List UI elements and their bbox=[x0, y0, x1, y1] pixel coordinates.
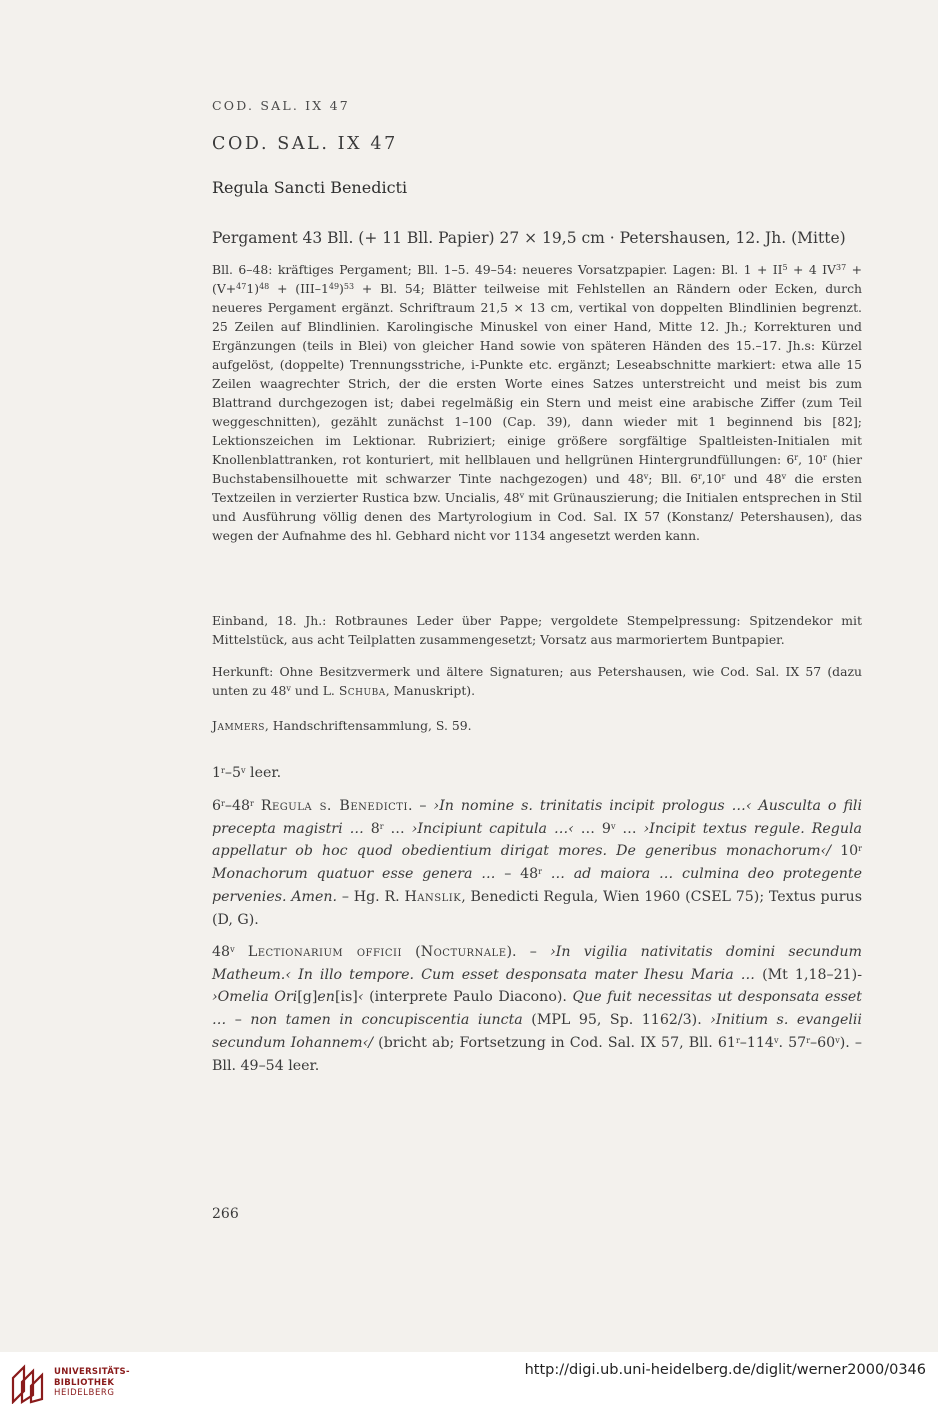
text-segment: … bbox=[615, 820, 644, 837]
text-segment: r bbox=[735, 1035, 740, 1045]
text-segment bbox=[235, 944, 248, 960]
text-segment: ‹ bbox=[357, 989, 364, 1006]
text-segment: ) bbox=[339, 281, 344, 296]
text-segment: ›Initium s. evangelii secundum Iohannem‹/ bbox=[212, 1012, 862, 1051]
text-segment: … 9 bbox=[573, 820, 611, 837]
text-segment: mit Grünauszierung; die Initialen entsprechen in Stil und Ausführung völlig denen des Martyrologium in Cod. Sal. IX 57 (Konstanz/ Petershausen), das wegen der Aufnahme des hl. Gebhard nicht vor 1134 angesetzt werden kann. bbox=[212, 490, 862, 543]
text-segment: + Bl. 54; Blätter teilweise mit Fehlstellen an Rändern oder Ecken, durch neueres Pergament ergänzt. Schriftraum 21,5 × 13 cm, vertikal von doppelten Blindlinien begrenzt. 25 Zeilen auf Blindlinien. Karolingische Minuskel von einer Hand, Mitte 12. Jh.; Korrekturen und Ergänzungen (teils in Blei) von gleicher Hand sowie von späteren Händen des 15.–17. Jh.s: Kürzel aufgelöst, (doppelte) Trennungsstriche, i-Punkte etc. ergänzt; Leseabschnitte markiert: etwa alle 15 Zeilen waagrechter Strich, der die ersten Worte eines Satzes unterstreicht und meist bis zum Blattrand durchgezogen ist; dabei regelmäßig ein Stern und meist eine arabische Ziffer (zum Teil weggeschnitten), gezählt zunächst 1–100 (Cap. 39), dann wieder mit 1 beginnend bis [82]; Lektionszeichen im Lektionar. Rubriziert; einige größere sorgfältige Spaltleisten-Initialen mit Knollenblattranken, rot konturiert, mit hellblauen und hellgrünen Hintergrundfüllungen: 6 bbox=[212, 281, 862, 467]
text-segment: Hanslik bbox=[404, 888, 462, 905]
manuscript-title: Regula Sancti Benedicti bbox=[212, 178, 408, 197]
text-segment: 47 bbox=[236, 282, 247, 291]
manuscript-summary: Pergament 43 Bll. (+ 11 Bll. Papier) 27 × 19,5 cm · Petershausen, 12. Jh. (Mitte) bbox=[212, 229, 846, 247]
text-segment: (MPL 95, Sp. 1162/3). bbox=[522, 1012, 711, 1029]
text-segment: ; Bll. 6 bbox=[648, 471, 698, 486]
text-segment: – 48 bbox=[495, 866, 539, 883]
text-segment: Schuba bbox=[338, 683, 386, 698]
text-segment bbox=[542, 866, 551, 882]
text-segment: en bbox=[317, 989, 335, 1006]
footer-bar bbox=[0, 1352, 938, 1419]
text-segment: ). – bbox=[506, 944, 551, 960]
text-segment: . – bbox=[407, 798, 434, 814]
text-segment: und L. bbox=[290, 683, 339, 698]
text-segment: Lectionarium officii bbox=[247, 944, 402, 960]
text-segment: + (V+ bbox=[212, 262, 862, 296]
text-segment: v bbox=[781, 472, 787, 481]
text-segment: v bbox=[230, 945, 235, 954]
text-segment: r bbox=[721, 472, 726, 481]
text-segment: (hier Buchstabensilhouette mit schwarzer Tinte nachgezogen) und 48 bbox=[212, 452, 862, 486]
text-segment: 1 bbox=[212, 765, 222, 781]
text-segment: 37 bbox=[836, 263, 847, 272]
text-segment: r bbox=[806, 1035, 811, 1045]
content-entry-regula bbox=[212, 795, 862, 931]
text-segment: 48 bbox=[259, 282, 270, 291]
binding-paragraph bbox=[212, 611, 862, 649]
text-segment: v bbox=[610, 821, 616, 831]
text-segment: 1) bbox=[246, 281, 260, 296]
text-segment: [is] bbox=[334, 989, 358, 1006]
text-segment: (interprete Paulo Diacono). bbox=[363, 989, 573, 1006]
content-entry-blank bbox=[212, 762, 862, 785]
text-segment: , 10 bbox=[798, 452, 823, 467]
text-segment: –60 bbox=[810, 1034, 836, 1051]
text-segment: –114 bbox=[739, 1034, 774, 1051]
text-segment: ( bbox=[401, 944, 421, 960]
text-segment: Nocturnale bbox=[420, 944, 507, 960]
text-segment: 6 bbox=[212, 798, 222, 814]
text-segment: – Hg. R. bbox=[337, 888, 405, 905]
text-segment: Herkunft: Ohne Besitzvermerk und ältere Signaturen; aus Petershausen, wie Cod. Sal. IX 57 (dazu unten zu 48 bbox=[212, 664, 862, 698]
text-segment: 5 bbox=[782, 263, 788, 272]
page-number: 266 bbox=[212, 1206, 239, 1222]
literature-paragraph bbox=[212, 716, 862, 735]
text-segment: Que fuit necessitas ut desponsata esset … bbox=[212, 989, 862, 1029]
text-segment: v bbox=[773, 1035, 779, 1045]
text-segment: … bbox=[383, 820, 412, 837]
text-segment: ›In nomine s. trinitatis incipit prologus …‹ Ausculta o fili precepta magistri … bbox=[212, 798, 862, 837]
text-segment: Einband, 18. Jh.: Rotbraunes Leder über Pappe; vergoldete Stempelpressung: Spitzendekor mit Mittelstück, aus acht Teilplatten zusammengesetzt; Vorsatz aus marmoriertem Buntpapier. bbox=[212, 613, 862, 647]
text-segment: Jammers bbox=[212, 718, 265, 733]
text-segment: ›In vigilia nativitatis domini secundum Matheum.‹ In illo tempore. Cum esset desponsata mater Ihesu Maria … bbox=[212, 944, 862, 983]
text-segment bbox=[254, 798, 261, 814]
text-segment: Monachorum quatuor esse genera … bbox=[212, 866, 496, 883]
text-segment: + (III–1 bbox=[269, 281, 329, 296]
text-segment: die ersten Textzeilen in verzierter Rustica bzw. Uncialis, 48 bbox=[212, 471, 862, 505]
text-segment: – bbox=[226, 1012, 251, 1029]
text-segment: r bbox=[697, 472, 702, 481]
text-segment: + 4 IV bbox=[787, 262, 836, 277]
source-url-link[interactable]: http://digi.ub.uni-heidelberg.de/diglit/werner2000/0346 bbox=[524, 1362, 926, 1378]
text-segment: (Mt 1,18–21)- bbox=[754, 966, 862, 983]
text-segment: ›Incipiunt capitula …‹ bbox=[411, 820, 574, 837]
text-segment: r bbox=[379, 821, 384, 831]
text-segment: v bbox=[286, 684, 291, 693]
text-segment: v bbox=[240, 766, 246, 775]
text-segment: 48 bbox=[212, 944, 231, 960]
text-segment: ). – Bll. 49–54 leer. bbox=[212, 1034, 862, 1074]
text-segment: leer. bbox=[245, 765, 282, 781]
text-segment: [g] bbox=[297, 989, 318, 1006]
text-segment: v bbox=[643, 472, 649, 481]
text-segment: , Benedicti Regula, Wien 1960 (CSEL 75); Textus purus (D, G). bbox=[212, 888, 862, 928]
text-segment: 8 bbox=[363, 820, 380, 837]
text-segment: 49 bbox=[328, 282, 340, 291]
text-segment: v bbox=[835, 1035, 840, 1045]
text-segment: r bbox=[221, 766, 225, 775]
text-segment: ,10 bbox=[701, 471, 722, 486]
text-segment: –48 bbox=[224, 798, 251, 814]
text-segment: r bbox=[794, 453, 799, 462]
running-head: COD. SAL. IX 47 bbox=[212, 98, 350, 113]
provenance-paragraph bbox=[212, 662, 862, 700]
text-segment: . 57 bbox=[778, 1034, 807, 1051]
text-segment: Regula s. Benedicti bbox=[260, 798, 408, 814]
text-segment: –5 bbox=[224, 765, 241, 781]
text-segment: r bbox=[221, 799, 225, 808]
text-segment: (bricht ab; Fortsetzung in Cod. Sal. IX 57, Bll. 61 bbox=[373, 1034, 736, 1051]
university-library-logo-icon bbox=[10, 1364, 48, 1404]
text-segment: r bbox=[822, 453, 827, 462]
text-segment: r bbox=[858, 844, 862, 854]
text-segment: r bbox=[250, 799, 254, 808]
text-segment: … ad maiora … culmina deo protegente pervenies. Amen. bbox=[212, 866, 862, 905]
text-segment: v bbox=[519, 491, 525, 500]
text-segment: 53 bbox=[343, 282, 355, 291]
text-segment: r bbox=[538, 867, 542, 877]
text-segment: ›Omelia Ori bbox=[212, 989, 298, 1006]
manuscript-signature: COD. SAL. IX 47 bbox=[212, 134, 398, 154]
library-name[interactable]: UNIVERSITÄTS- BIBLIOTHEK HEIDELBERG bbox=[54, 1367, 130, 1398]
text-segment: 10 bbox=[831, 843, 859, 860]
content-entry-lectionarium bbox=[212, 941, 862, 1077]
text-segment: , Handschriftensammlung, S. 59. bbox=[264, 718, 472, 733]
text-segment: Bll. 6–48: kräftiges Pergament; Bll. 1–5. 49–54: neueres Vorsatzpapier. Lagen: Bl. 1 + II bbox=[212, 262, 783, 277]
text-segment: non tamen in concupiscentia iuncta bbox=[250, 1012, 523, 1029]
text-segment: ›Incipit textus regule. Regula appellatur ob hoc quod obedientium dirigat mores. De generibus monachorum‹/ bbox=[212, 820, 862, 860]
text-segment: , Manuskript). bbox=[385, 683, 476, 698]
text-segment: und 48 bbox=[725, 471, 782, 486]
codicology-paragraph bbox=[212, 260, 862, 545]
